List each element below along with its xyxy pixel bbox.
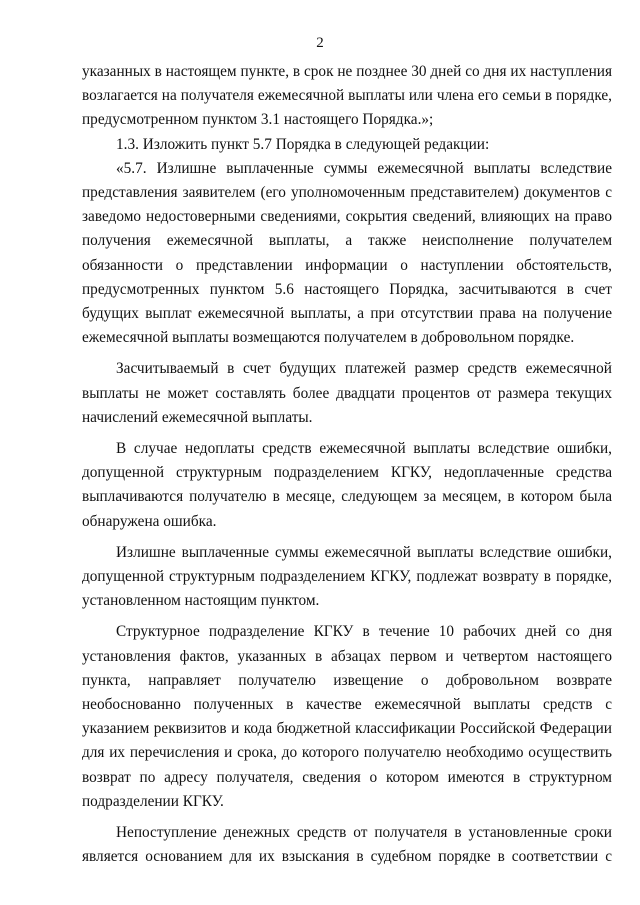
paragraph-5-7: «5.7. Излишне выплаченные суммы ежемесячной выплаты вследствие представления заявителем (его уполномоченным представителем) документов с заведомо недостоверными сведениями, сокрытия сведений, влияющих на право получения ежемесячной выплаты, а также неисполнение получателем обязанности о представлении информации о наступлении обстоятельств, предусмотренных пунктом 5.6 настоящего Порядка, засчитываются в счет будущих выплат ежемесячной выплаты, а при отсутствии права на получение ежемесячной выплаты возмещаются получателем в добровольном порядке. xyxy=(82,159,612,347)
paragraph-amendment-heading: 1.3. Изложить пункт 5.7 Порядка в следующей редакции: xyxy=(116,135,490,153)
paragraph-offset-limit: Засчитываемый в счет будущих платежей размер средств ежемесячной выплаты не может составлять более двадцати процентов от размера текущих начислений ежемесячной выплаты. xyxy=(82,360,612,426)
paragraph-overpayment-error: Излишне выплаченные суммы ежемесячной выплаты вследствие ошибки, допущенной структурным подразделением КГКУ, подлежат возврату в порядке, установленном настоящим пунктом. xyxy=(82,543,612,610)
paragraph-underpayment: В случае недоплаты средств ежемесячной выплаты вследствие ошибки, допущенной структурным подразделением КГКУ, недоплаченные средства выплачиваются получателю в месяце, следующем за месяцем, в котором была обнаружена ошибка. xyxy=(82,440,612,530)
paragraph-continuation: указанных в настоящем пункте, в срок не позднее 30 дней со дня их наступления возлагается на получателя ежемесячной выплаты или члена его семьи в порядке, предусмотренном пунктом 3.1 настоящего Порядка.»; xyxy=(82,63,612,129)
document-body xyxy=(82,60,612,870)
paragraph-notice: Структурное подразделение КГКУ в течение 10 рабочих дней со дня установления фактов, указанных в абзацах первом и четвертом настоящего пункта, направляет получателю извещение о добровольном возврате необоснованно полученных в качестве ежемесячной выплаты средств с указанием реквизитов и кода бюджетной классификации Российской Федерации для их перечисления и срока, до которого получателю необходимо осуществить возврат по адресу получателя, сведения о котором имеются в структурном подразделении КГКУ. xyxy=(82,623,612,810)
paragraph-recovery: Непоступление денежных средств от получателя в установленные сроки является основанием для их взыскания в судебном порядке в соответствии с xyxy=(82,824,612,866)
page-number: 2 xyxy=(316,35,324,51)
